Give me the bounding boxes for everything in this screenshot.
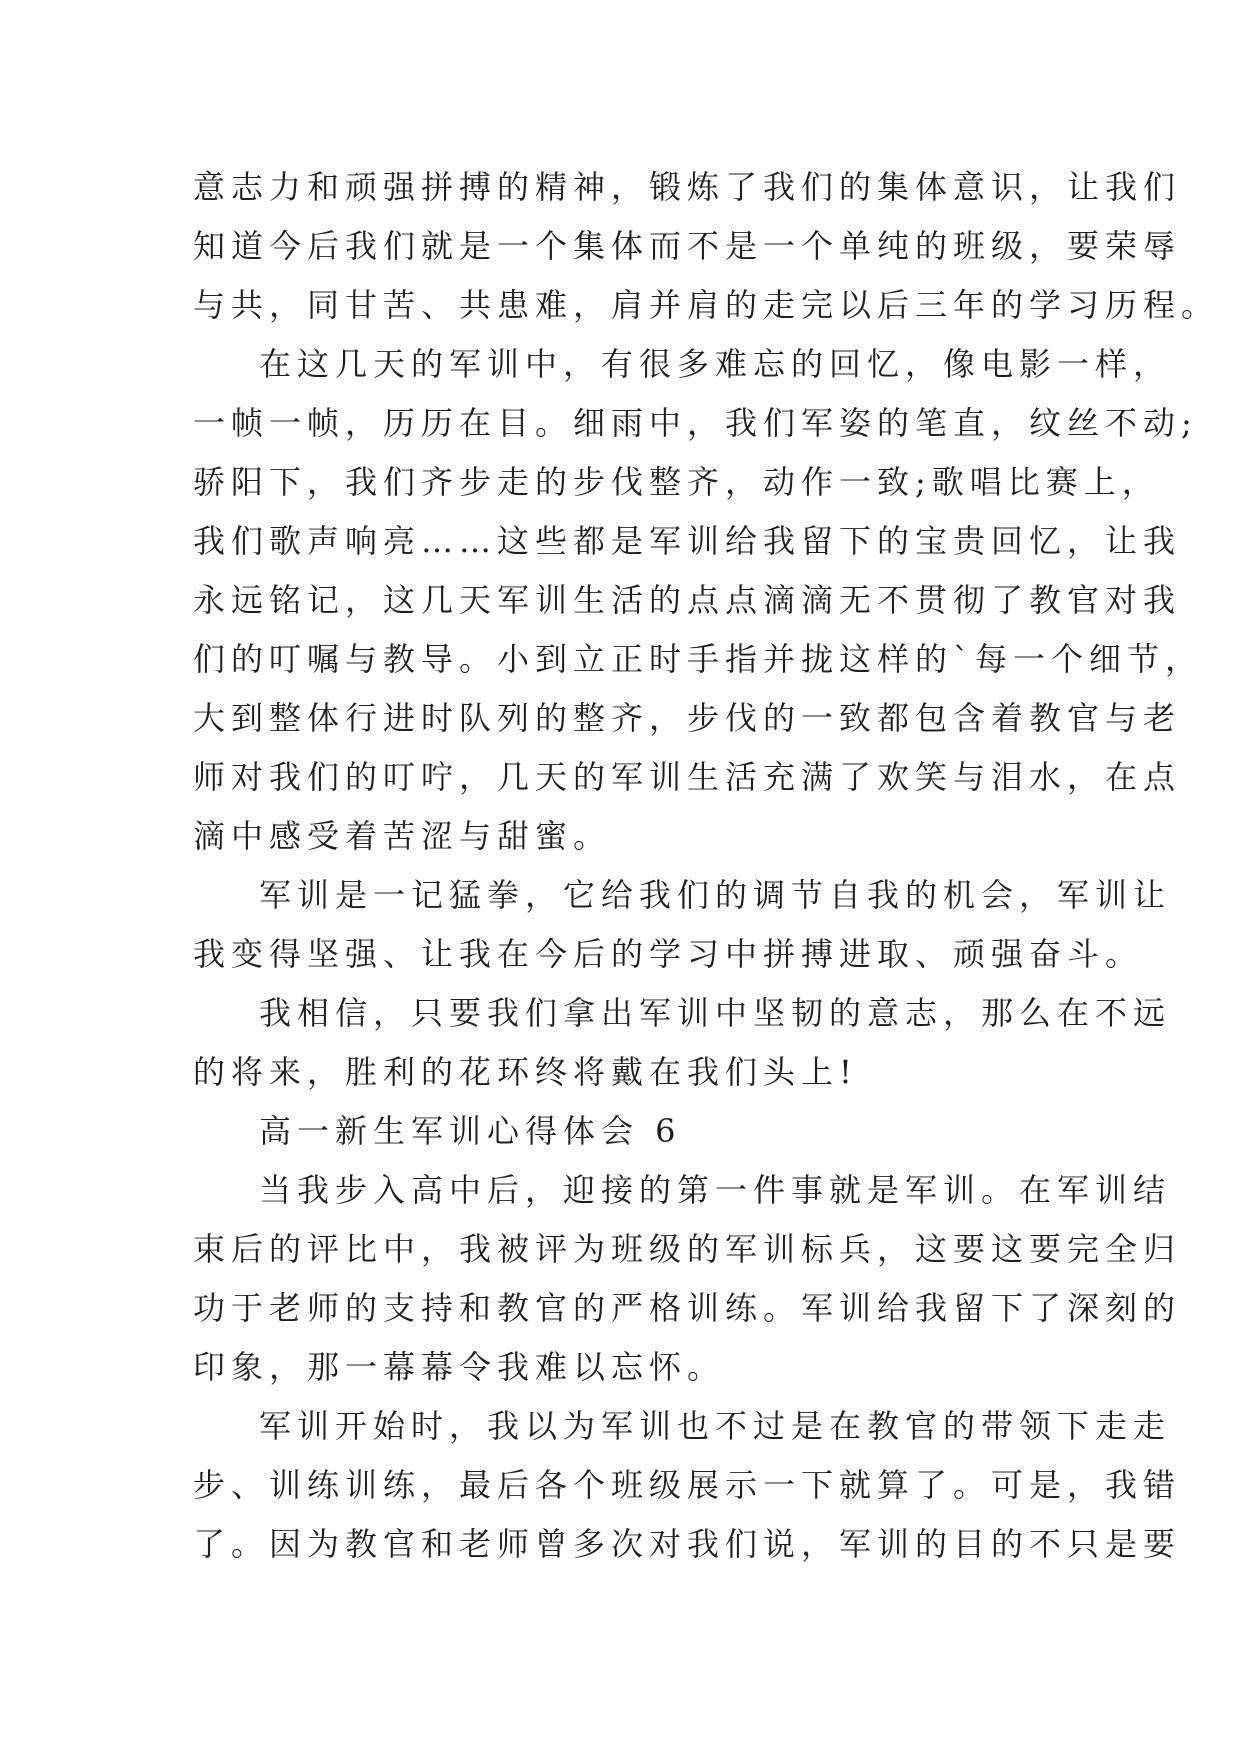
text-line: 印象，那一幕幕令我难以忘怀。 (193, 1348, 726, 1386)
text-line: 步、训练训练，最后各个班级展示一下就算了。可是，我错 (193, 1466, 1182, 1504)
paragraph-start-line: 我相信，只要我们拿出军训中坚韧的意志，那么在不远 (259, 994, 1172, 1032)
document-body (193, 158, 1220, 1574)
text-line: 知道今后我们就是一个集体而不是一个单纯的班级，要荣辱 (193, 227, 1182, 265)
text-line: 永远铭记，这几天军训生活的点点滴滴无不贯彻了教官对我 (193, 581, 1182, 619)
text-line: 功于老师的支持和教官的严格训练。军训给我留下了深刻的 (193, 1289, 1182, 1327)
text-line: 意志力和顽强拼搏的精神，锻炼了我们的集体意识，让我们 (193, 168, 1182, 206)
text-line: 滴中感受着苦涩与甜蜜。 (193, 817, 612, 855)
text-line: 束后的评比中，我被评为班级的军训标兵，这要这要完全归 (193, 1230, 1182, 1268)
text-line: 的将来，胜利的花环终将戴在我们头上! (193, 1053, 858, 1091)
text-line: 我变得坚强、让我在今后的学习中拼搏进取、顽强奋斗。 (193, 935, 1144, 973)
text-line: 骄阳下，我们齐步走的步伐整齐，动作一致;歌唱比赛上， (193, 463, 1160, 501)
text-line: 我们歌声响亮……这些都是军训给我留下的宝贵回忆，让我 (193, 522, 1182, 560)
paragraph-start-line: 当我步入高中后，迎接的第一件事就是军训。在军训结 (259, 1171, 1172, 1209)
text-line: 师对我们的叮咛，几天的军训生活充满了欢笑与泪水，在点 (193, 758, 1182, 796)
text-line: 一帧一帧，历历在目。细雨中，我们军姿的笔直，纹丝不动; (193, 404, 1198, 442)
text-line: 了。因为教官和老师曾多次对我们说，军训的目的不只是要 (193, 1525, 1182, 1563)
section-heading: 高一新生军训心得体会 6 (259, 1112, 682, 1150)
text-line: 与共，同甘苦、共患难，肩并肩的走完以后三年的学习历程。 (193, 286, 1220, 324)
paragraph-start-line: 军训开始时，我以为军训也不过是在教官的带领下走走 (259, 1407, 1172, 1445)
paragraph-start-line: 军训是一记猛拳，它给我们的调节自我的机会，军训让 (259, 876, 1172, 914)
text-line: 大到整体行进时队列的整齐，步伐的一致都包含着教官与老 (193, 699, 1182, 737)
paragraph-start-line: 在这几天的军训中，有很多难忘的回忆，像电影一样， (259, 345, 1172, 383)
text-line: 们的叮嘱与教导。小到立正时手指并拢这样的`每一个细节， (193, 640, 1204, 678)
